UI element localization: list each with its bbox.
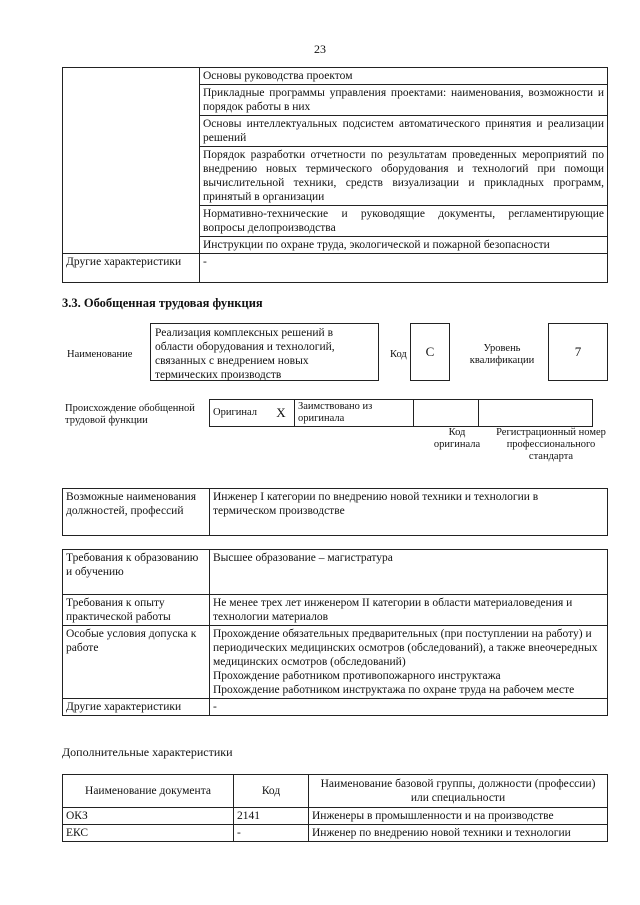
table-row [63, 626, 608, 699]
positions-label: Возможные наименования должностей, профессий [63, 489, 210, 536]
knowledge-table [62, 67, 608, 283]
function-name-value: Реализация комплексных решений в области оборудования и технологий, связанных с внедрением новых термических производств [150, 323, 379, 381]
knowledge-item: Инструкции по охране труда, экологической и пожарной безопасности [200, 237, 608, 254]
requirement-value [210, 626, 608, 699]
requirement-label: Требования к образованию и обучению [63, 550, 210, 595]
knowledge-item: Основы руководства проектом [200, 68, 608, 85]
code-label: Код [390, 349, 407, 360]
table-cell: 2141 [234, 808, 309, 825]
other-characteristics-value: - [200, 254, 608, 283]
knowledge-item: Порядок разработки отчетности по результатам проведенных мероприятий по внедрению новых термического оборудования и технологий при помощи вычислительной техники, средств визуализации и прикладных программ, принятый в организации [200, 147, 608, 206]
table-cell: ЕКС [63, 825, 234, 842]
requirement-value: Высшее образование – магистратура [210, 550, 608, 595]
requirement-label: Особые условия допуска к работе [63, 626, 210, 699]
name-label: Наименование [67, 349, 133, 360]
table-row [210, 400, 593, 427]
additional-title: Дополнительные характеристики [62, 745, 233, 759]
table-header-row [63, 775, 608, 808]
empty-cell [63, 68, 200, 254]
table-cell: - [234, 825, 309, 842]
page-number: 23 [314, 42, 326, 56]
table-row [63, 550, 608, 595]
reg-number-cell [479, 400, 593, 427]
origin-label: Происхождение обобщенной трудовой функции [65, 403, 195, 426]
table-cell: Инженеры в промышленности и на производстве [309, 808, 608, 825]
function-code-value: C [410, 323, 450, 381]
code-caption: Код оригинала [433, 427, 481, 450]
table-row [63, 595, 608, 626]
table-row [63, 254, 608, 283]
requirement-line: Прохождение работником инструктажа по охране труда на рабочем месте [213, 684, 575, 696]
original-label: Оригинал [210, 400, 269, 427]
positions-table [62, 488, 608, 536]
requirement-value: Не менее трех лет инженером II категории в области материаловедения и технологии материалов [210, 595, 608, 626]
requirement-line: Прохождение обязательных предварительных (при поступлении на работу) и периодических медицинских осмотров (обследований), а также внеочередных медицинских осмотров (обследований) [213, 628, 598, 668]
table-row [63, 808, 608, 825]
requirement-label: Требования к опыту практической работы [63, 595, 210, 626]
requirements-table [62, 549, 608, 716]
table-row [63, 489, 608, 536]
borrowed-label: Заимствовано из оригинала [295, 400, 414, 427]
knowledge-item: Нормативно-технические и руководящие документы, регламентирующие вопросы делопроизводства [200, 206, 608, 237]
reg-caption: Регистрационный номер профессионального стандарта [496, 427, 606, 462]
table-cell: Инженер по внедрению новой техники и технологии [309, 825, 608, 842]
additional-table [62, 774, 608, 842]
header-cell: Наименование документа [63, 775, 234, 808]
positions-value: Инженер I категории по внедрению новой техники и технологии в термическом производстве [210, 489, 608, 536]
requirement-line: Прохождение работником противопожарного инструктажа [213, 670, 501, 682]
knowledge-item: Основы интеллектуальных подсистем автоматического принятия и реализации решений [200, 116, 608, 147]
table-cell: ОКЗ [63, 808, 234, 825]
table-row [63, 825, 608, 842]
other-characteristics-label: Другие характеристики [63, 254, 200, 283]
level-value: 7 [548, 323, 608, 381]
requirement-label: Другие характеристики [63, 699, 210, 716]
origin-table [209, 399, 593, 427]
knowledge-item: Прикладные программы управления проектами: наименования, возможности и порядок работы в них [200, 85, 608, 116]
table-row [63, 68, 608, 85]
section-title: 3.3. Обобщенная трудовая функция [62, 296, 263, 310]
table-row [63, 699, 608, 716]
original-mark: X [268, 400, 295, 427]
original-code-cell [414, 400, 479, 427]
level-label: Уровень квалификации [469, 343, 535, 366]
header-cell: Наименование базовой группы, должности (профессии) или специальности [309, 775, 608, 808]
requirement-value: - [210, 699, 608, 716]
header-cell: Код [234, 775, 309, 808]
